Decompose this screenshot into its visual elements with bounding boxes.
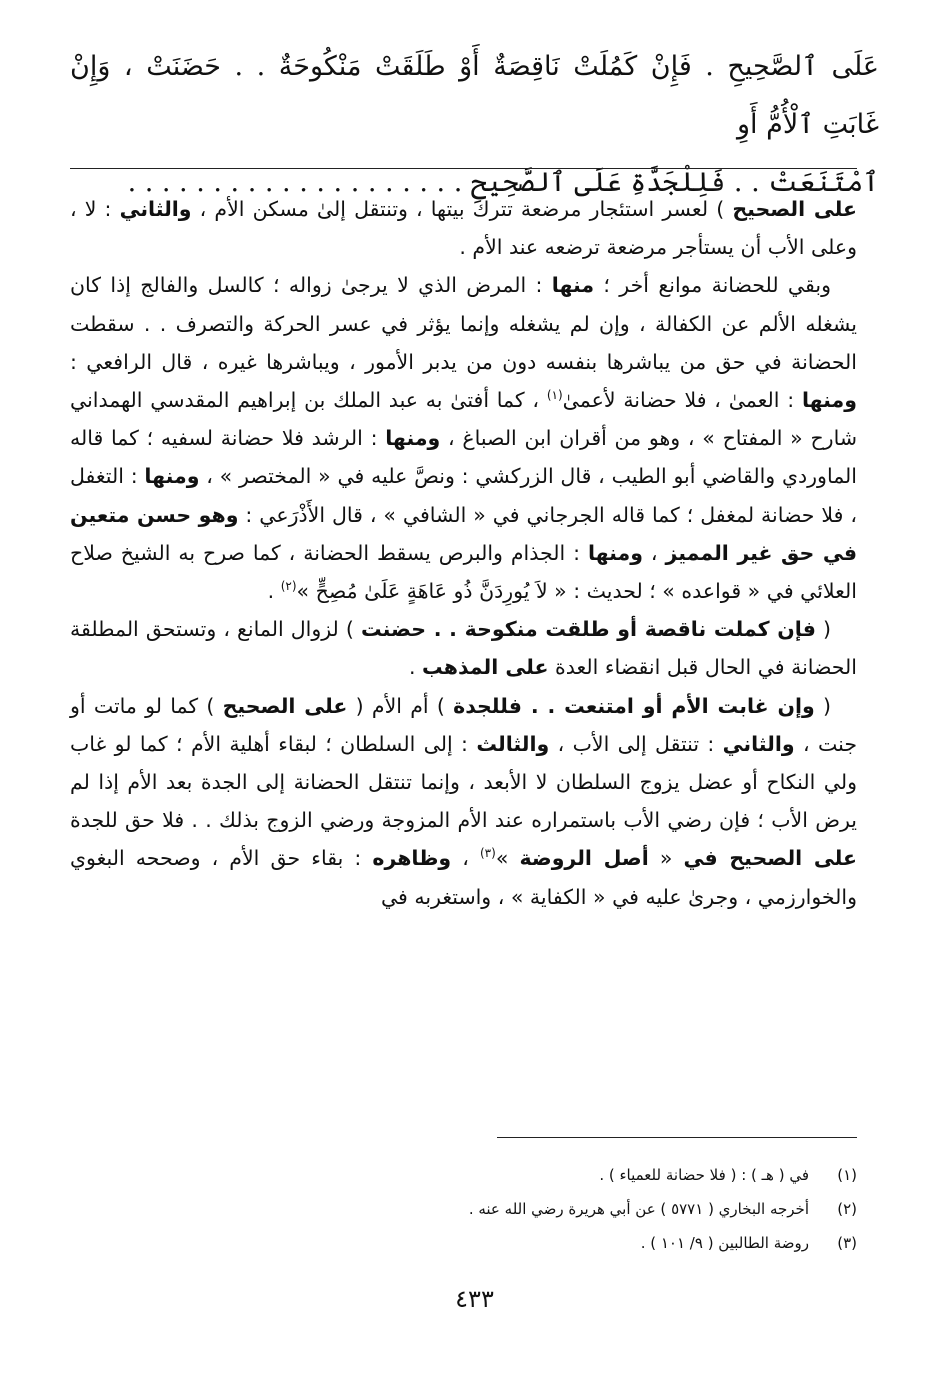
sharh-paragraph-3: ( فإن كملت ناقصة أو طلقت منكوحة . . حضنت ) لزوال المانع ، وتستحق المطلقة الحضانة في الحال قبل انقضاء العدة على المذهب . bbox=[70, 617, 857, 680]
matn-separator bbox=[70, 168, 857, 169]
footnote-3 bbox=[70, 1226, 857, 1260]
footnote-2 bbox=[70, 1192, 857, 1226]
footnote-number: (١) bbox=[837, 1166, 857, 1184]
matn-text bbox=[70, 38, 879, 212]
footnotes bbox=[70, 1158, 857, 1260]
footnote-separator bbox=[497, 1137, 857, 1138]
footnote-1 bbox=[70, 1158, 857, 1192]
footnote-number: (٢) bbox=[837, 1200, 857, 1218]
matn-line-1: عَلَى ٱلصَّحِيحِ . فَإِنْ كَمُلَتْ نَاقِصَةٌ أَوْ طَلَقَتْ مَنْكُوحَةٌ . . حَضَنَتْ ، وَإِنْ غَابَتِ ٱلْأُمُّ أَوِ bbox=[70, 51, 879, 140]
sharh-paragraph-4: ( وإن غابت الأم أو امتنعت . . فللجدة ) أم الأم ( على الصحيح ) كما لو ماتت أو جنت ، والثاني : تنتقل إلى الأب ، والثالث : إلى السلطان ؛ لبقاء أهلية الأم ؛ كما لو غاب ولي النكاح أو عضل يزوج السلطان لا الأبعد ، وإنما تنتقل الحضانة إلى الجدة بعد الأم إذا لم يرض الأب ؛ فإن رضي الأب باستمراره عند الأم المزوجة ورضي الزوج بذلك . . فلا حق للجدة على الصحيح في « أصل الروضة »$^{(٣)}$ ، وظاهره : بقاء حق الأم ، وصححه البغوي والخوارزمي ، وجرىٰ عليه في « الكفاية » ، واستغربه في bbox=[70, 693, 858, 909]
footnote-number: (٣) bbox=[837, 1234, 857, 1252]
matn-dots: . . . . . . . . . . . . . . . . . . . . bbox=[127, 167, 463, 198]
footnote-text: أخرجه البخاري ( ٥٧٧١ ) عن أبي هريرة رضي الله عنه . bbox=[468, 1200, 809, 1218]
sharh-paragraph-2: وبقي للحضانة موانع أخر ؛ منها : المرض الذي لا يرجىٰ زواله ؛ كالسل والفالج إذا كان يشغله الألم عن الكفالة ، وإن لم يشغله وإنما يؤثر في عسر الحركة والتصرف . . سقطت الحضانة في حق من يباشرها بنفسه دون من يدبر الأمور ، ويباشرها غيره ، قال الرافعي : ومنها : العمىٰ ، فلا حضانة لأعمىٰ$^{(١)}$ ، كما أفتىٰ به عبد الملك بن إبراهيم المقدسي الهمداني شارح « المفتاح » ، وهو من أقران ابن الصباغ ، ومنها : الرشد فلا حضانة لسفيه ؛ كما قاله الماوردي والقاضي أبو الطيب ، قال الزركشي : ونصَّ عليه في « المختصر » ، ومنها : التغفل ، فلا حضانة لمغفل ؛ كما قاله الجرجاني في « الشافي » ، قال الأَذْرَعي : وهو حسن متعين في حق غير المميز ، ومنها : الجذام والبرص يسقط الحضانة ، كما صرح به الشيخ صلاح العلائي في « قواعده » ؛ لحديث : « لاَ يُورِدَنَّ ذُو عَاهَةٍ عَلَىٰ مُصِحٍّ »$^{(٢)}$ . bbox=[70, 273, 858, 604]
page-number: ٤٣٣ bbox=[455, 1285, 494, 1313]
footnote-text: روضة الطالبين ( ٩/ ١٠١ ) . bbox=[640, 1234, 809, 1252]
sharh-paragraph-1: على الصحيح ) لعسر استئجار مرضعة تترك بيتها ، وتنتقل إلىٰ مسكن الأم ، والثاني : لا ، وعلى الأب أن يستأجر مرضعة ترضعه عند الأم . bbox=[70, 197, 858, 260]
sharh-commentary bbox=[70, 190, 857, 916]
matn-line-2-text: ٱمْتَنَعَتْ . . فَلِلْجَدَّةِ عَلَى ٱلصَّحِيحِ bbox=[470, 167, 879, 198]
footnote-text: في ( هـ ) : ( فلا حضانة للعمياء ) . bbox=[599, 1166, 809, 1184]
